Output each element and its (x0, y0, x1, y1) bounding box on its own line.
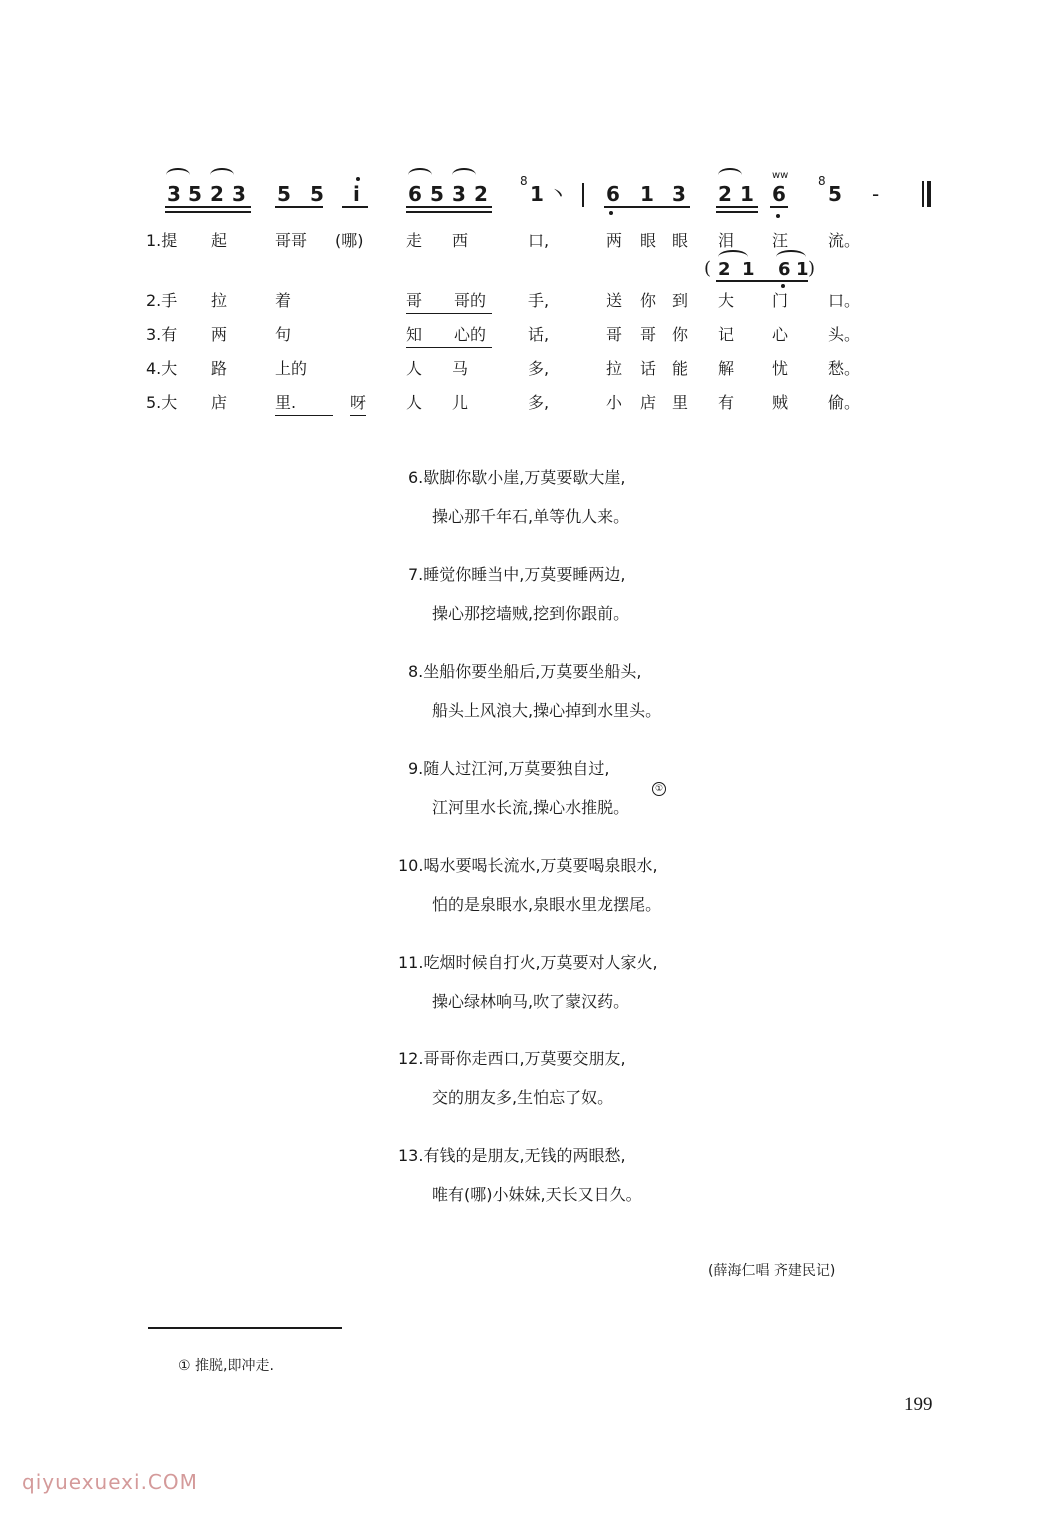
verse-line: 怕的是泉眼水,泉眼水里龙摆尾。 (432, 895, 662, 914)
lyric: 小 (606, 393, 623, 412)
beam (165, 206, 251, 208)
note: 3 (672, 182, 686, 206)
verse-line: 10.喝水要喝长流水,万莫要喝泉眼水, (398, 856, 658, 875)
verse-line: 唯有(哪)小妹妹,天长又日久。 (432, 1185, 642, 1204)
footnote-marker: ① (652, 782, 666, 796)
lyric: 路 (211, 359, 228, 378)
lyric: 大 (718, 291, 735, 310)
lyric: 口。 (828, 291, 861, 310)
lyric: 拉 (606, 359, 623, 378)
lyric: 1.提 (146, 231, 178, 250)
lyric: 有 (718, 393, 735, 412)
lyric: 儿 (452, 393, 469, 412)
note: 2 (718, 182, 732, 206)
lyric: 两 (211, 325, 228, 344)
note: 2 (474, 182, 488, 206)
lyric: 走 (406, 231, 423, 250)
lyric: 送 (606, 291, 623, 310)
final-bar-thin (922, 181, 924, 207)
note: 5 (828, 182, 842, 206)
grace-note: 8 (818, 174, 826, 188)
lyric: 解 (718, 359, 735, 378)
alt-note: 1 (742, 259, 755, 280)
lyric: 两 (606, 231, 623, 250)
lyric: 上的 (275, 359, 308, 378)
note: i (353, 182, 360, 206)
beam (406, 211, 492, 213)
verse-line: 13.有钱的是朋友,无钱的两眼愁, (398, 1146, 626, 1165)
lyric: 着 (275, 291, 292, 310)
verse-line: 江河里水长流,操心水推脱。 (432, 798, 630, 817)
beam (406, 206, 492, 208)
lyric: 人 (406, 359, 423, 378)
lyric: 愁。 (828, 359, 861, 378)
lyric: 汪 (772, 231, 789, 250)
footnote: ① 推脱,即冲走. (178, 1358, 274, 1374)
dash: - (872, 182, 880, 206)
lyric: 多, (528, 393, 550, 412)
lyric: 你 (672, 325, 689, 344)
slur (166, 168, 190, 182)
grace-note: 8 (520, 174, 528, 188)
verse-line: 操心那千年石,单等仇人来。 (432, 507, 630, 526)
lyric: 人 (406, 393, 423, 412)
note: 1 (740, 182, 754, 206)
lyric: 多, (528, 359, 550, 378)
lyric: 流。 (828, 231, 861, 250)
lyric: 里 (672, 393, 689, 412)
lyric: 哥的 (454, 291, 487, 310)
lyric: 心的 (454, 325, 487, 344)
note: 6 (408, 182, 422, 206)
lyric: 知 (406, 325, 423, 344)
footnote-rule (148, 1327, 342, 1329)
high-octave-dot (356, 177, 360, 181)
slur (210, 168, 234, 182)
verse-line: 操心绿林响马,吹了蒙汉药。 (432, 992, 630, 1011)
watermark: qiyuexuexi.COM (22, 1470, 198, 1494)
lyric: 话, (528, 325, 550, 344)
verse-line: 6.歇脚你歇小崖,万莫要歇大崖, (408, 468, 626, 487)
lyric: 句 (275, 325, 292, 344)
alt-note: 2 (718, 259, 731, 280)
verse-line: 11.吃烟时候自打火,万莫要对人家火, (398, 953, 658, 972)
note: 5 (277, 182, 291, 206)
lyric-underlined (406, 325, 492, 348)
slur (408, 168, 432, 182)
alt-paren-open: ( (704, 258, 712, 279)
note: 6 (772, 182, 786, 206)
lyric: 4.大 (146, 359, 178, 378)
lyric: 3.有 (146, 325, 178, 344)
lyric: 能 (672, 359, 689, 378)
lyric: 眼 (640, 231, 657, 250)
lyric: 你 (640, 291, 657, 310)
verse-line: 交的朋友多,生怕忘了奴。 (432, 1088, 614, 1107)
lyric: 忧 (772, 359, 789, 378)
lyric: (哪) (335, 231, 364, 250)
credit-line: (薛海仁唱 齐建民记) (708, 1263, 836, 1279)
slur (452, 168, 476, 182)
slur (776, 250, 806, 264)
beam (716, 206, 758, 208)
lyric: 马 (452, 359, 469, 378)
lyric: 口, (528, 231, 550, 250)
note: 3 (167, 182, 181, 206)
lyric: 店 (640, 393, 657, 412)
low-octave-dot (781, 284, 785, 288)
lyric: 贼 (772, 393, 789, 412)
lyric: 哥 (640, 325, 657, 344)
jianpu-notation (0, 0, 1054, 280)
note: 6 (606, 182, 620, 206)
lyric: 拉 (211, 291, 228, 310)
lyric: 话 (640, 359, 657, 378)
low-octave-dot (609, 211, 613, 215)
verse-line: 9.随人过江河,万莫要独自过, (408, 759, 610, 778)
lyric: 哥 (406, 291, 423, 310)
note: 1 (640, 182, 654, 206)
note: 1 (530, 182, 544, 206)
verse-line: 船头上风浪大,操心掉到水里头。 (432, 701, 662, 720)
low-octave-dot (776, 214, 780, 218)
mordent-mark: ww (772, 170, 789, 181)
lyric: 到 (672, 291, 689, 310)
lyric: 2.手 (146, 291, 178, 310)
note: 丶 (548, 182, 568, 206)
lyric: 泪 (718, 231, 735, 250)
beam (165, 211, 251, 213)
note: 5 (430, 182, 444, 206)
lyric: 5.大 (146, 393, 178, 412)
beam (770, 206, 788, 208)
page-number: 199 (904, 1394, 933, 1415)
lyric: 哥哥 (275, 231, 308, 250)
alt-note: 6 (778, 259, 791, 280)
lyric-underlined: 呀 (350, 393, 366, 416)
lyric: 偷。 (828, 393, 861, 412)
lyric: 门 (772, 291, 789, 310)
note: 5 (188, 182, 202, 206)
lyric: 眼 (672, 231, 689, 250)
beam (716, 280, 808, 282)
beam (275, 206, 323, 208)
lyric: 店 (211, 393, 228, 412)
lyric: 手, (528, 291, 550, 310)
lyric: 西 (452, 231, 469, 250)
lyric: 哥 (606, 325, 623, 344)
note: 3 (452, 182, 466, 206)
beam (604, 206, 690, 208)
beam (716, 211, 758, 213)
slur (718, 250, 748, 264)
bar-line (582, 183, 584, 207)
slur (718, 168, 742, 182)
lyric-underlined (406, 291, 492, 314)
lyric-underlined: 里. (275, 393, 333, 416)
lyric: 起 (211, 231, 228, 250)
lyric: 心 (772, 325, 789, 344)
alt-paren-close: ) (808, 258, 816, 279)
verse-line: 8.坐船你要坐船后,万莫要坐船头, (408, 662, 642, 681)
verse-line: 12.哥哥你走西口,万莫要交朋友, (398, 1049, 626, 1068)
verse-line: 7.睡觉你睡当中,万莫要睡两边, (408, 565, 626, 584)
final-bar-thick (927, 181, 931, 207)
alt-note: 1 (796, 259, 809, 280)
note: 5 (310, 182, 324, 206)
verse-line: 操心那挖墙贼,挖到你跟前。 (432, 604, 630, 623)
beam (342, 206, 368, 208)
lyric: 记 (718, 325, 735, 344)
note: 3 (232, 182, 246, 206)
lyric: 头。 (828, 325, 861, 344)
note: 2 (210, 182, 224, 206)
